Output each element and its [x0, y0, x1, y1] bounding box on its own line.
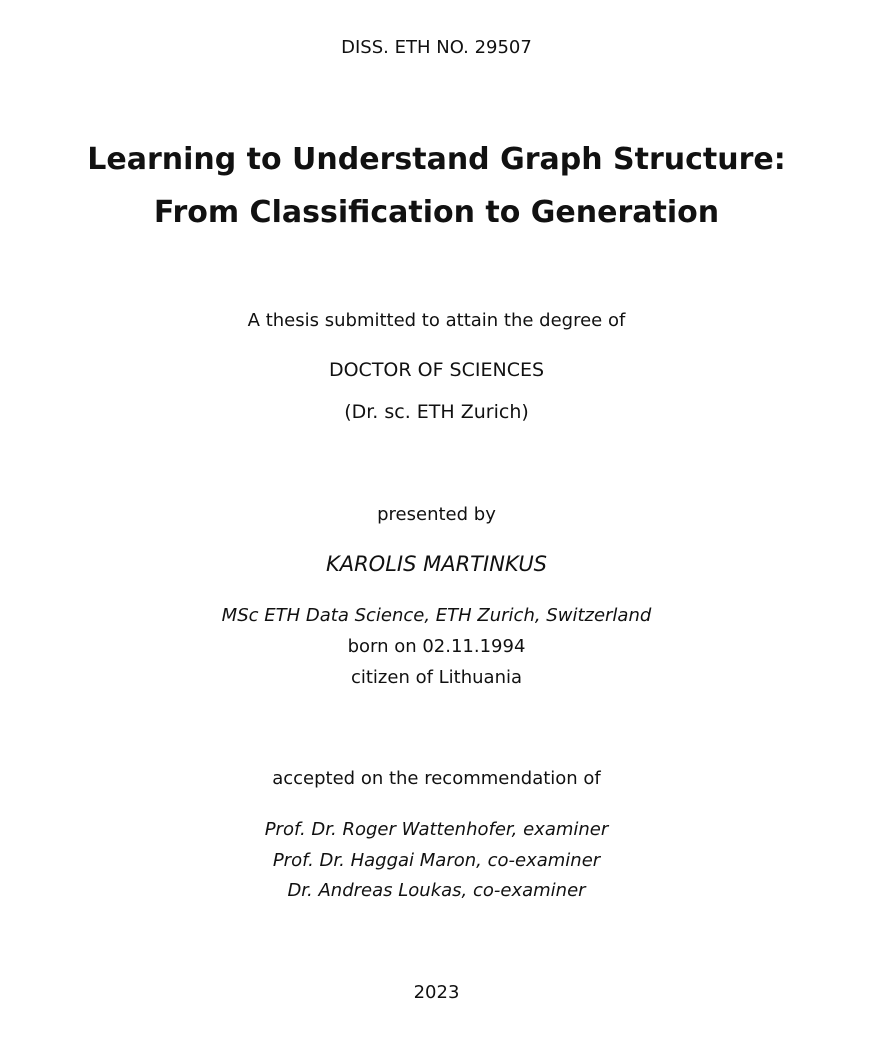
degree-abbreviation: (Dr. sc. ETH Zurich) — [344, 401, 529, 423]
degree-name: DOCTOR OF SCIENCES — [328, 359, 545, 381]
author-previous-degree: MSc ETH Data Science, ETH Zurich, Switzerland — [221, 605, 652, 626]
dissertation-number: DISS. ETH NO. 29507 — [341, 37, 532, 58]
thesis-title-line-2: From Classification to Generation — [153, 195, 720, 230]
author-name: KAROLIS MARTINKUS — [325, 552, 548, 576]
recommendation-statement: accepted on the recommendation of — [272, 768, 601, 789]
author-birth-date: born on 02.11.1994 — [347, 636, 526, 657]
presented-by-label: presented by — [377, 504, 496, 525]
thesis-year: 2023 — [413, 982, 460, 1003]
co-examiner-1: Prof. Dr. Haggai Maron, co-examiner — [272, 850, 601, 871]
thesis-title-line-1: Learning to Understand Graph Structure: — [87, 142, 786, 177]
submission-statement: A thesis submitted to attain the degree of — [247, 310, 626, 331]
co-examiner-2: Dr. Andreas Loukas, co-examiner — [287, 880, 586, 901]
examiner-1: Prof. Dr. Roger Wattenhofer, examiner — [264, 819, 609, 840]
author-citizenship: citizen of Lithuania — [350, 667, 523, 688]
